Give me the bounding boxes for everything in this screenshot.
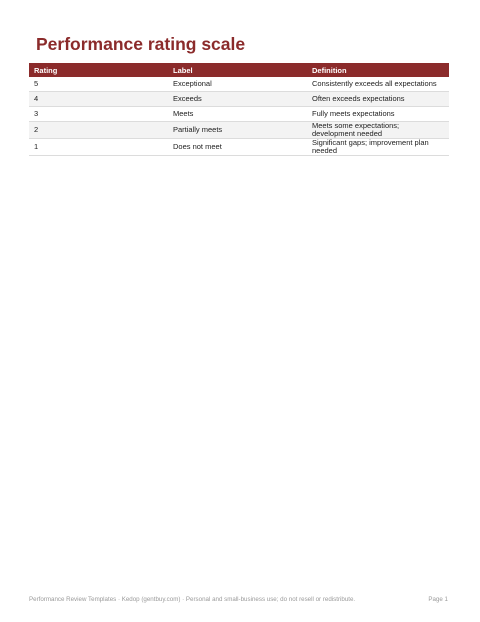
table-row <box>29 139 449 156</box>
table-row <box>29 122 449 139</box>
rating-cell: 4 <box>29 92 168 107</box>
rating-scale-table <box>29 63 449 156</box>
definition-cell: Consistently exceeds all expectations <box>307 77 449 92</box>
definition-cell: Meets some expectations; development needed <box>307 122 449 139</box>
table-row <box>29 107 449 122</box>
label-cell: Exceptional <box>168 77 307 92</box>
footer-text: Performance Review Templates · Kedop (gentbuy.com) · Personal and small-business use; do not resell or redistribute. <box>29 596 356 603</box>
definition-cell: Significant gaps; improvement plan needed <box>307 139 449 156</box>
page-title: Performance rating scale <box>36 34 246 54</box>
header-rating: Rating <box>29 63 168 77</box>
rating-cell: 1 <box>29 139 168 156</box>
rating-cell: 5 <box>29 77 168 92</box>
label-cell: Meets <box>168 107 307 122</box>
rating-cell: 3 <box>29 107 168 122</box>
header-definition: Definition <box>307 63 449 77</box>
header-label: Label <box>168 63 307 77</box>
definition-cell: Often exceeds expectations <box>307 92 449 107</box>
page-number: Page 1 <box>428 596 448 603</box>
table-header-row <box>29 63 449 77</box>
label-cell: Does not meet <box>168 139 307 156</box>
label-cell: Partially meets <box>168 122 307 139</box>
rating-cell: 2 <box>29 122 168 139</box>
table-row <box>29 92 449 107</box>
definition-cell: Fully meets expectations <box>307 107 449 122</box>
table-row <box>29 77 449 92</box>
label-cell: Exceeds <box>168 92 307 107</box>
